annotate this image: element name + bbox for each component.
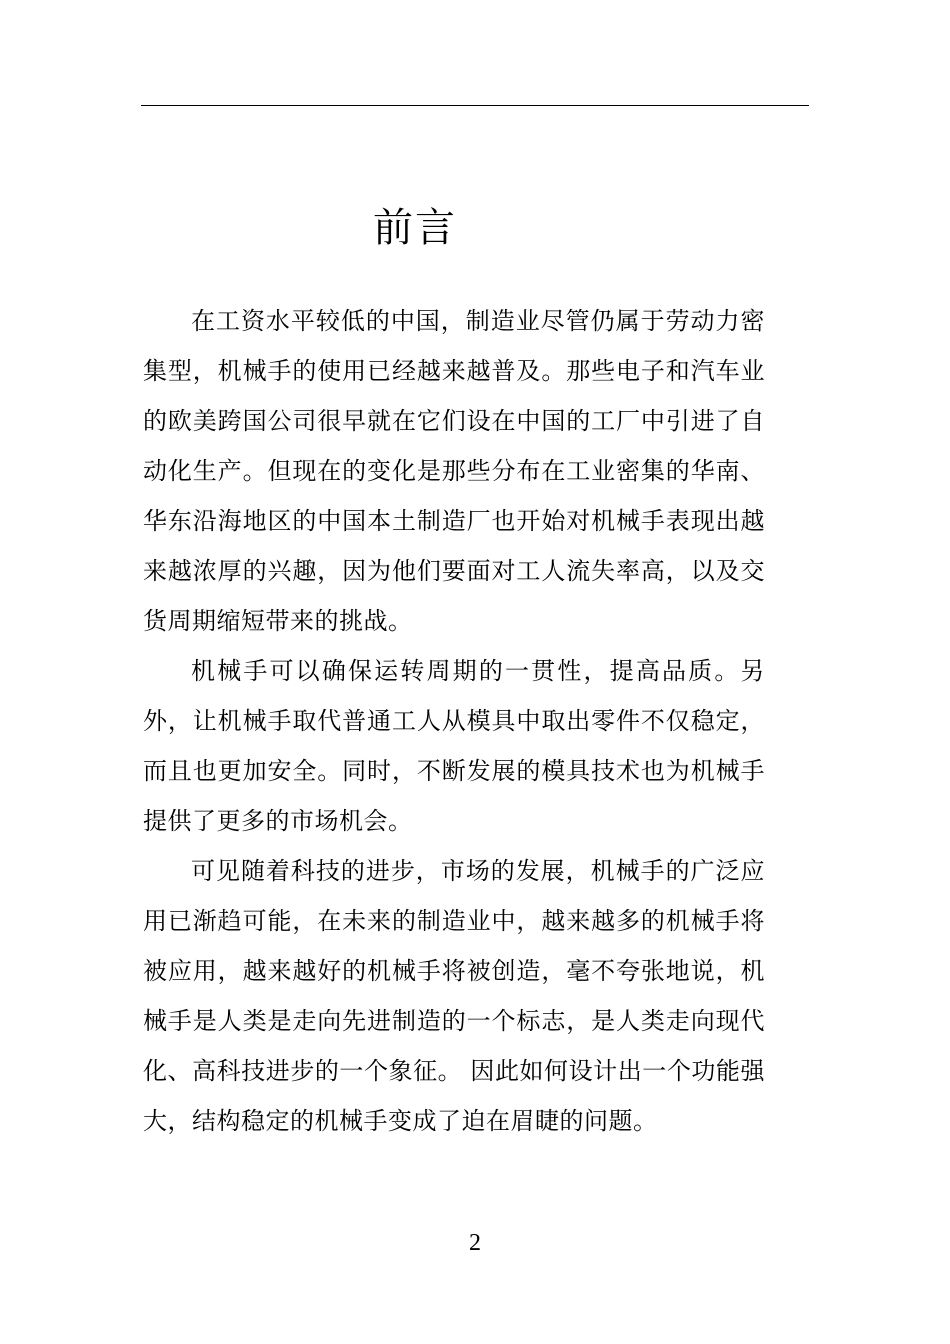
header-rule — [141, 105, 809, 106]
paragraph-2: 机械手可以确保运转周期的一贯性，提高品质。另外，让机械手取代普通工人从模具中取出零件不仅稳定，而且也更加安全。同时，不断发展的模具技术也为机械手提供了更多的市场机会。 — [143, 657, 765, 835]
page-title: 前言 — [373, 205, 457, 251]
paragraph-1: 在工资水平较低的中国，制造业尽管仍属于劳动力密集型，机械手的使用已经越来越普及。那些电子和汽车业的欧美跨国公司很早就在它们设在中国的工厂中引进了自动化生产。但现在的变化是那些分布在工业密集的华南、华东沿海地区的中国本土制造厂也开始对机械手表现出越来越浓厚的兴趣，因为他们要面对工人流失率高，以及交货周期缩短带来的挑战。 — [143, 307, 765, 635]
body-text — [143, 296, 765, 1146]
page-number: 2 — [469, 1230, 481, 1256]
paragraph-3: 可见随着科技的进步，市场的发展，机械手的广泛应用已渐趋可能，在未来的制造业中，越来越多的机械手将被应用，越来越好的机械手将被创造，毫不夸张地说，机械手是人类是走向先进制造的一个标志，是人类走向现代化、高科技进步的一个象征。 因此如何设计出一个功能强大，结构稳定的机械手变成了迫在眉睫的问题。 — [143, 857, 765, 1135]
